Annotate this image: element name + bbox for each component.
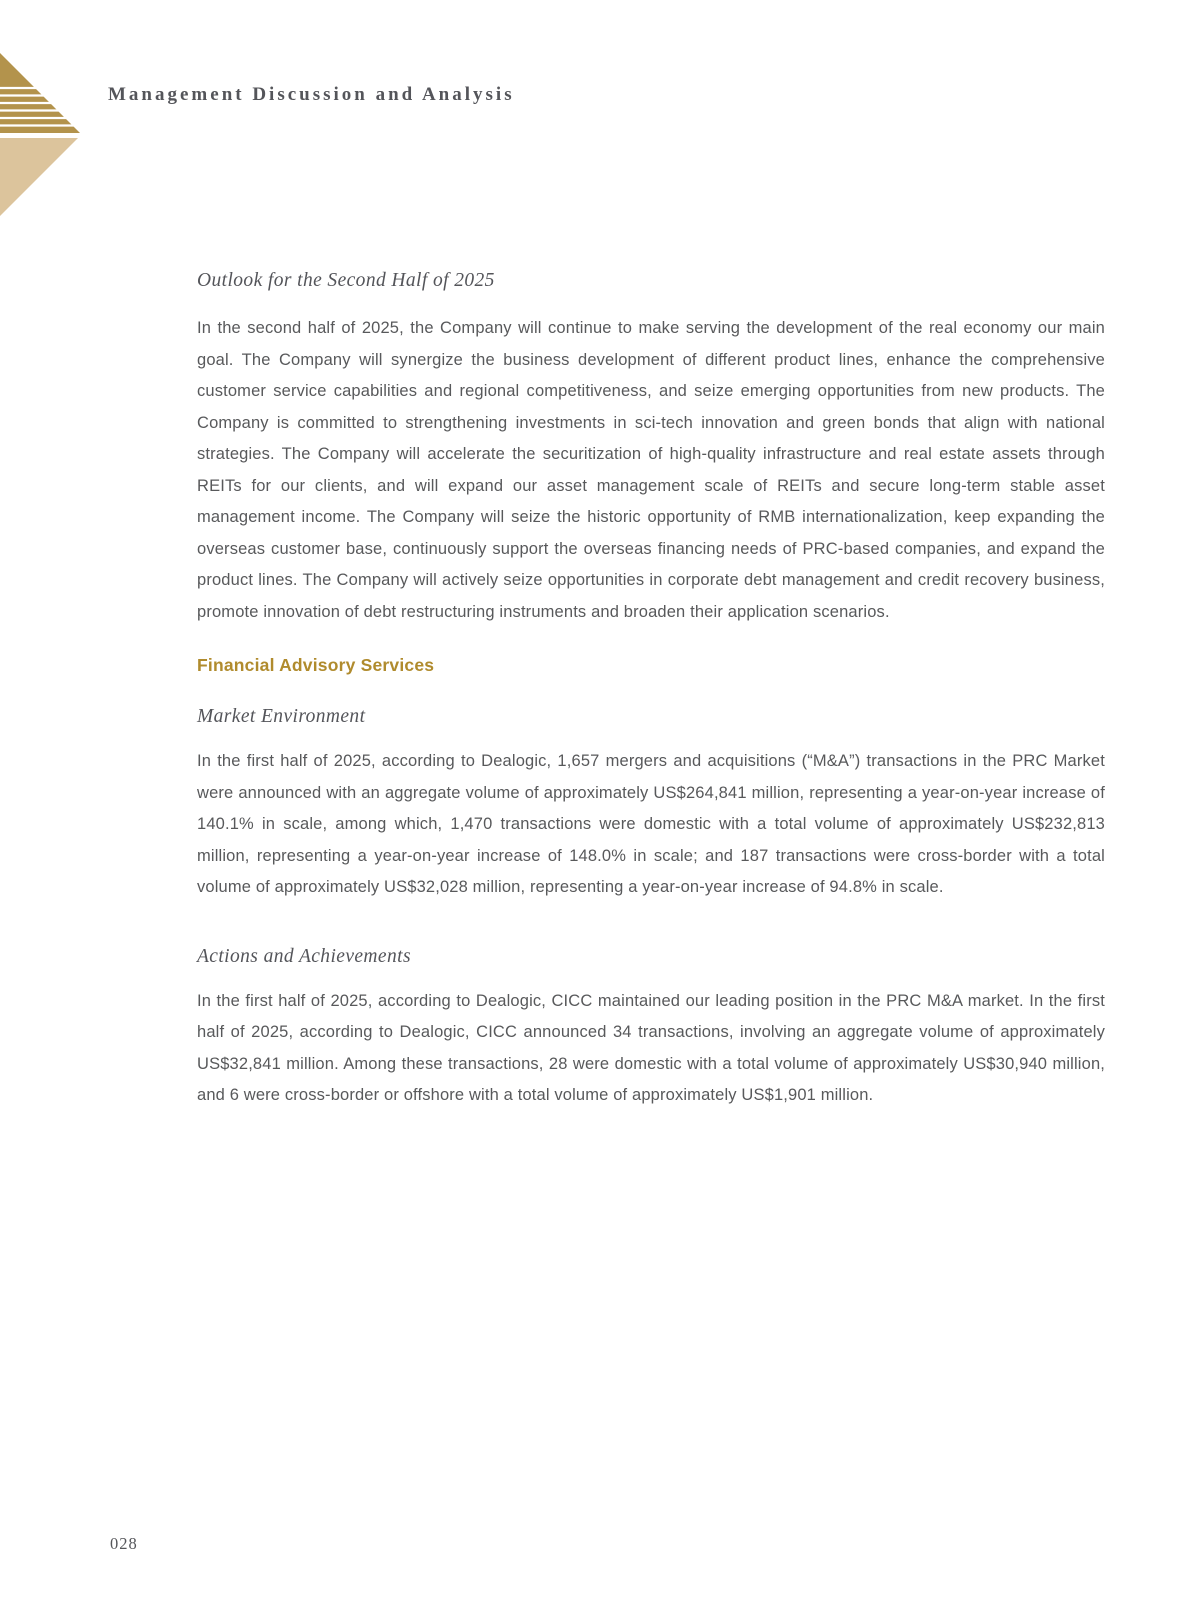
outlook-paragraph: In the second half of 2025, the Company will continue to make serving the development of the real economy our main goal. The Company will synergize the business development of different product lines, enhance the comprehensive customer service capabilities and regional competitiveness, and seize emerging opportunities from new products. The Company is committed to strengthening investments in sci-tech innovation and green bonds that align with national strategies. The Company will accelerate the securitization of high-quality infrastructure and real estate assets through REITs for our clients, and will expand our asset management scale of REITs and secure long-term stable asset management income. The Company will seize the historic opportunity of RMB internationalization, keep expanding the overseas customer base, continuously support the overseas financing needs of PRC-based companies, and expand the product lines. The Company will actively seize opportunities in corporate debt management and credit recovery business, promote innovation of debt restructuring instruments and broaden their application scenarios. <box>197 319 1105 621</box>
market-environment-heading: Market Environment <box>197 706 366 727</box>
content-area <box>197 268 1105 1112</box>
actions-achievements-heading: Actions and Achievements <box>197 945 411 967</box>
market-environment-paragraph: In the first half of 2025, according to Dealogic, 1,657 mergers and acquisitions (“M&A”) transactions in the PRC Market were announced with an aggregate volume of approximately US$264,841 million, representing a year-on-year increase of 140.1% in scale, among which, 1,470 transactions were domestic with a total volume of approximately US$232,813 million, representing a year-on-year increase of 148.0% in scale; and 187 transactions were cross-border with a total volume of approximately US$32,028 million, representing a year-on-year increase of 94.8% in scale. <box>197 752 1105 896</box>
corner-triangle-top <box>0 53 80 133</box>
actions-achievements-paragraph: In the first half of 2025, according to Dealogic, CICC maintained our leading position in the PRC M&A market. In the first half of 2025, according to Dealogic, CICC announced 34 transactions, involving an aggregate volume of approximately US$32,841 million. Among these transactions, 28 were domestic with a total volume of approximately US$30,940 million, and 6 were cross-border or offshore with a total volume of approximately US$1,901 million. <box>197 991 1105 1104</box>
page-number: 028 <box>110 1534 138 1553</box>
corner-triangle-decoration <box>0 48 84 220</box>
outlook-heading: Outlook for the Second Half of 2025 <box>197 270 495 291</box>
financial-advisory-services-heading: Financial Advisory Services <box>197 655 435 675</box>
corner-triangle-bottom <box>0 138 78 216</box>
page-header-title: Management Discussion and Analysis <box>108 84 515 105</box>
